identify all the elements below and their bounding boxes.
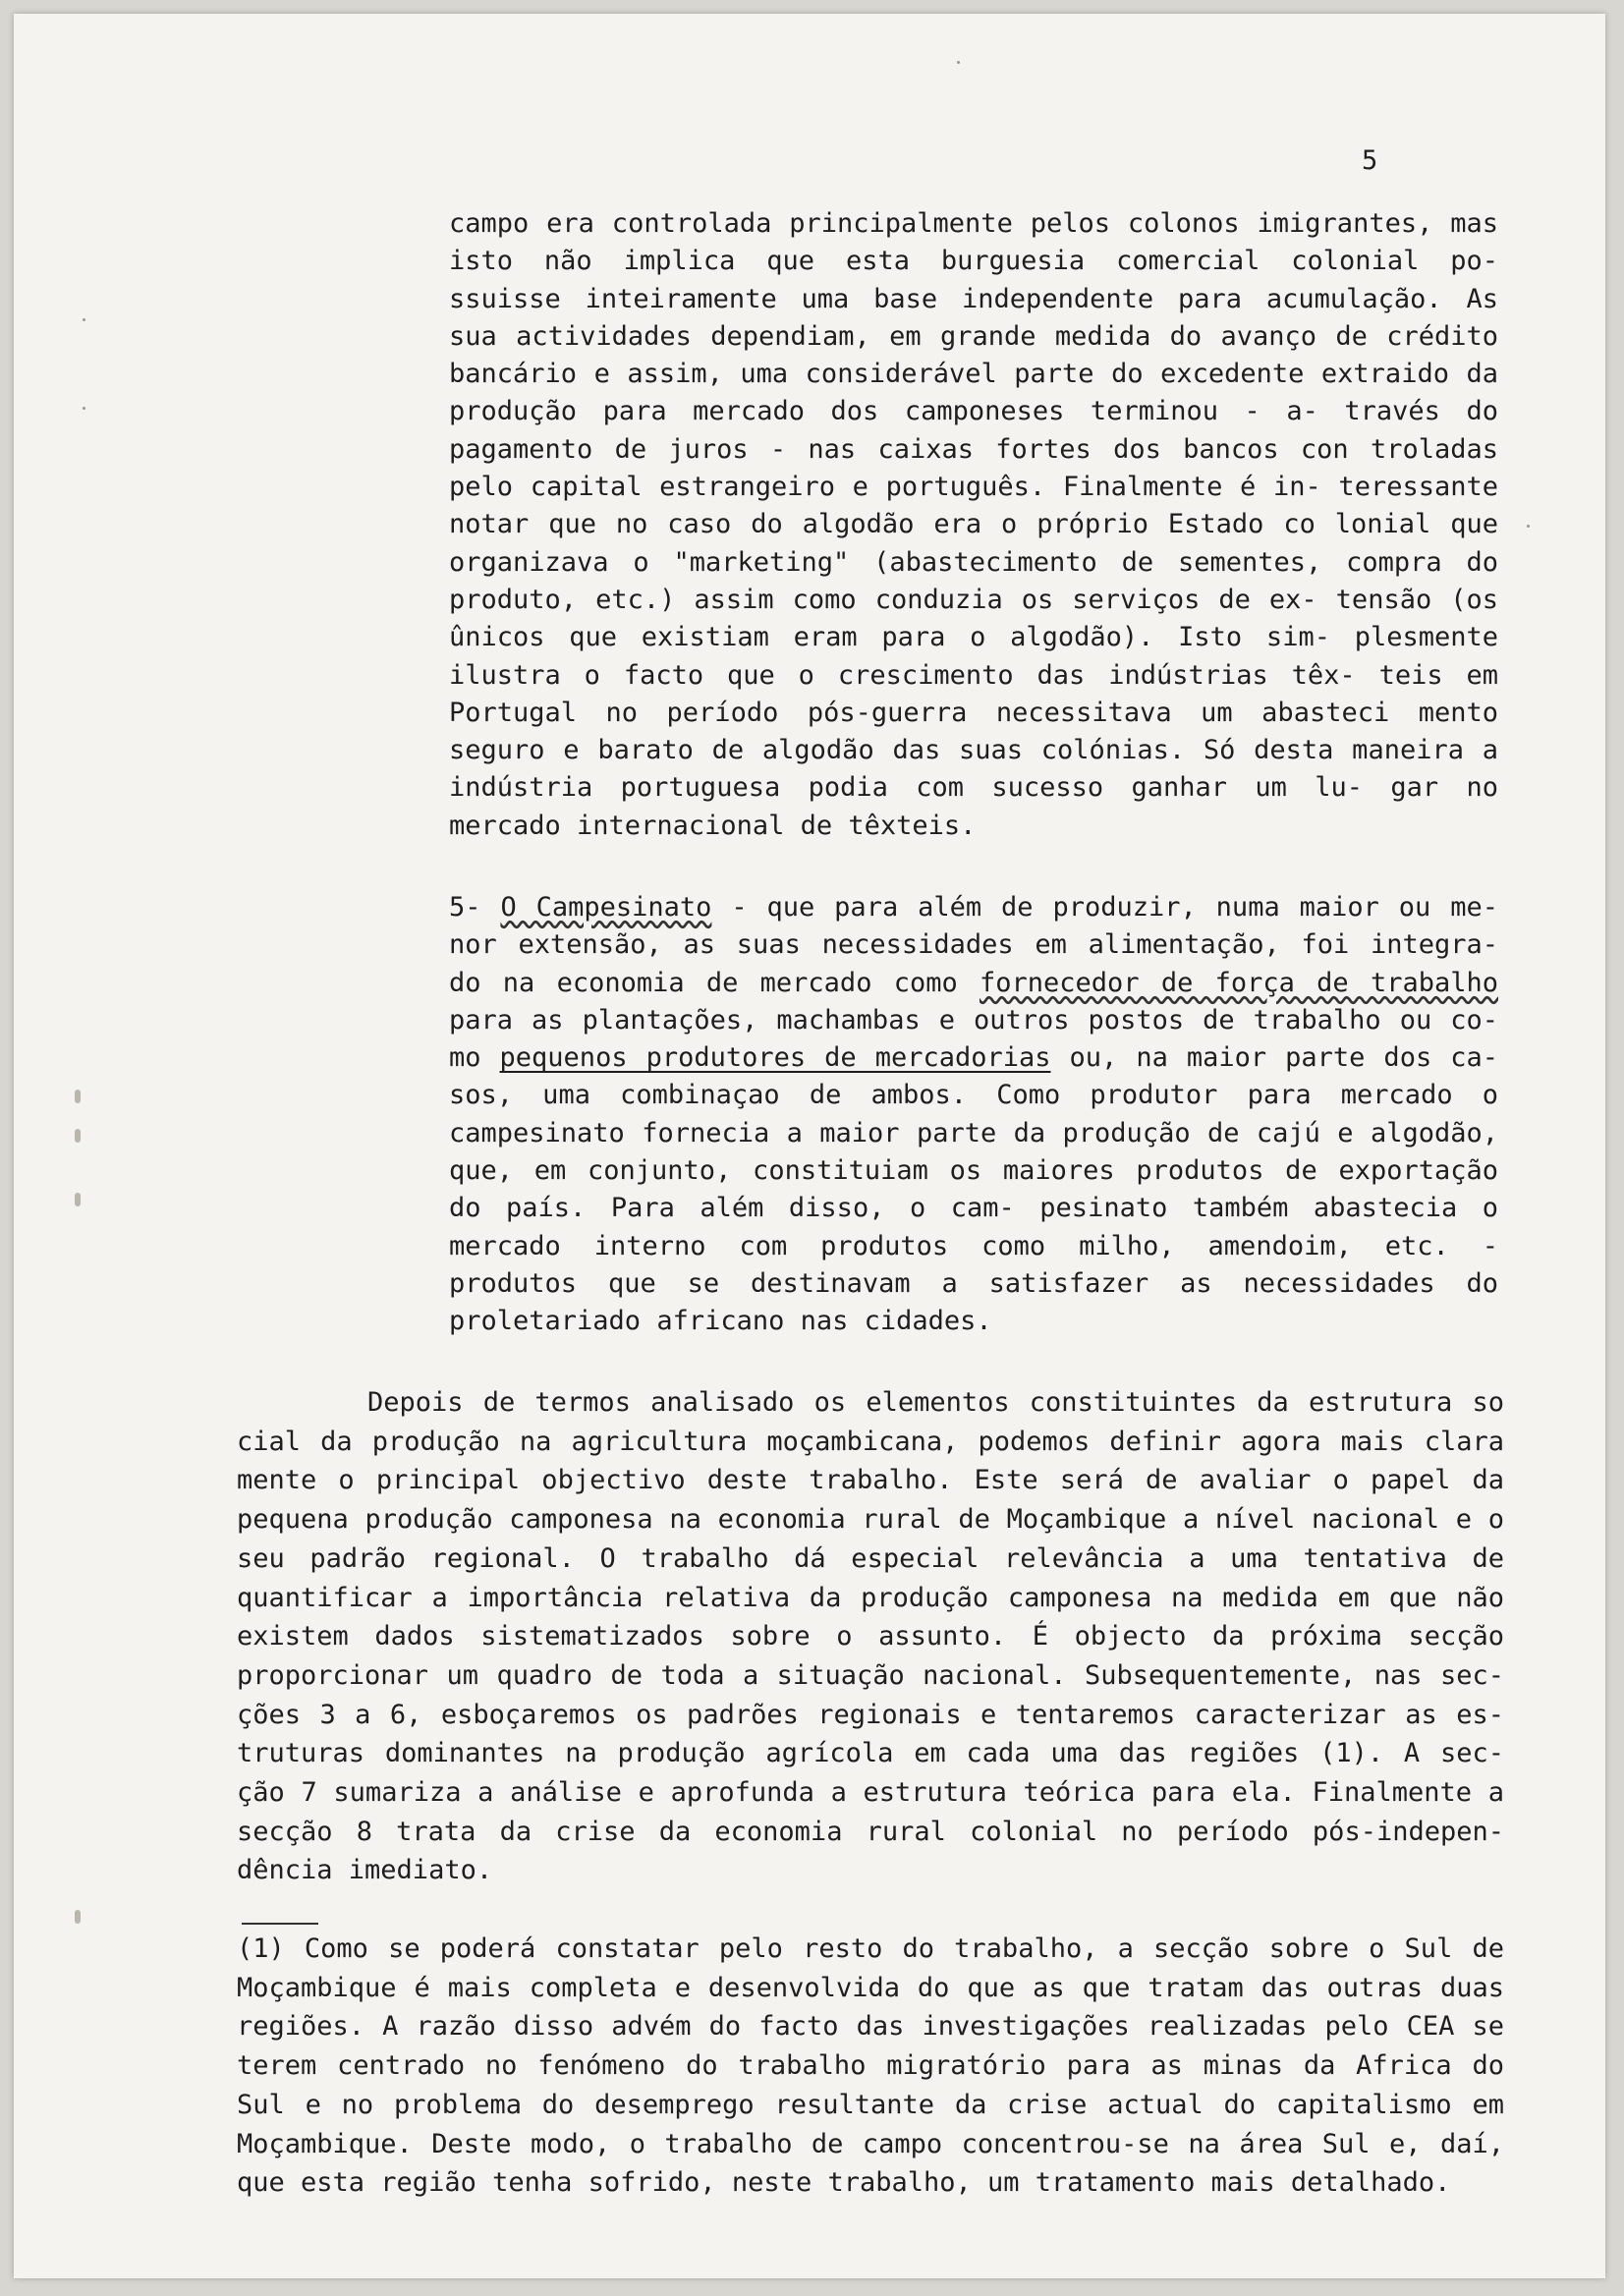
section-5-heading: O Campesinato	[500, 892, 712, 923]
section-4-continuation-paragraph: campo era controlada principalmente pelos colonos imigrantes, mas isto não implica que esta burguesia comercial colonial po- ssuisse inteiramente uma base independente para acumulação. As sua actividades dependiam, em grande medida do avanço de crédito bancário e assim, uma considerável parte do excedente extraido da produção para mercado dos camponeses terminou - a- través do pagamento de juros - nas caixas fortes dos bancos con troladas pelo capital estrangeiro e português. Finalmente é in- teressante notar que no caso do algodão era o próprio Estado co lonial que organizava o "marketing" (abastecimento de sementes, compra do produto, etc.) assim como conduzia os serviços de ex- tensão (os ûnicos que existiam eram para o algodão). Isto sim- plesmente ilustra o facto que o crescimento das indústrias têx- teis em Portugal no período pós-guerra necessitava um abasteci mento seguro e barato de algodão das suas colónias. Só desta maneira a indústria portuguesa podia com sucesso ganhar um lu- gar no mercado internacional de têxteis.	[449, 208, 1498, 841]
paper-speck	[83, 318, 85, 321]
paper-speck	[1527, 525, 1530, 528]
punch-hole-mark	[75, 1193, 81, 1206]
section-5-paragraph	[449, 889, 1498, 1341]
section-5-text-c: ou, na maior parte dos ca- sos, uma combinaçao de ambos. Como produtor para mercado o campesinato fornecia a maior parte da produção de cajú e algodão, que, em conjunto, constituiam os maiores produtos de exportação do país. Para além disso, o cam- pesinato também abastecia o mercado interno com produtos como milho, amendoim, etc. - produtos que se destinavam a satisfazer as necessidades do proletariado africano nas cidades.	[449, 1042, 1498, 1337]
page-number: 5	[1362, 145, 1378, 176]
footnote-separator	[242, 1923, 318, 1925]
section-5-text-b: para as plantações, machambas e outros postos de trabalho ou co- mo	[449, 1004, 1498, 1074]
paper-speck	[957, 61, 960, 64]
objective-paragraph: Depois de termos analisado os elementos constituintes da estrutura so cial da produção na agricultura moçambicana, podemos definir agora mais clara mente o principal objectivo deste trabalho. Este será de avaliar o papel da pequena produção camponesa na economia rural de Moçambique a nível nacional e o seu padrão regional. O trabalho dá especial relevância a uma tentativa de quantificar a importância relativa da produção camponesa na medida em que não existem dados sistematizados sobre o assunto. É objecto da próxima secção proporcionar um quadro de toda a situação nacional. Subsequentemente, nas sec- ções 3 a 6, esboçaremos os padrões regionais e tentaremos caracterizar as es- truturas dominantes na produção agrícola em cada uma das regiões (1). A sec- ção 7 sumariza a análise e aprofunda a estrutura teórica para ela. Finalmente a secção 8 trata da crise da economia rural colonial no período pós-indepen- dência imediato.	[237, 1387, 1504, 1886]
punch-hole-mark	[75, 1129, 81, 1143]
footnote-1: (1) Como se poderá constatar pelo resto do trabalho, a secção sobre o Sul de Moçambique é mais completa e desenvolvida do que as que tratam das outras duas regiões. A razão disso advém do facto das investigações realizadas pelo CEA se terem centrado no fenómeno do trabalho migratório para as minas da Africa do Sul e no problema do desemprego resultante da crise actual do capitalismo em Moçambique. Deste modo, o trabalho de campo concentrou-se na área Sul e, daí, que esta região tenha sofrido, neste trabalho, um tratamento mais detalhado.	[237, 1933, 1504, 2199]
section-5-underlined-labour: fornecedor de força de trabalho	[980, 967, 1498, 998]
paper-speck	[83, 407, 85, 410]
punch-hole-mark	[75, 1090, 81, 1103]
punch-hole-mark	[75, 1910, 81, 1924]
section-5-text-a: - que para além de produzir, numa maior ou me- nor extensão, as suas necessidades em alimentação, foi integra- do na economia de mercado como	[449, 892, 1498, 998]
section-5-number: 5-	[449, 892, 481, 923]
document-page	[14, 14, 1605, 2278]
section-5-underlined-producers: pequenos produtores de mercadorias	[499, 1042, 1051, 1074]
